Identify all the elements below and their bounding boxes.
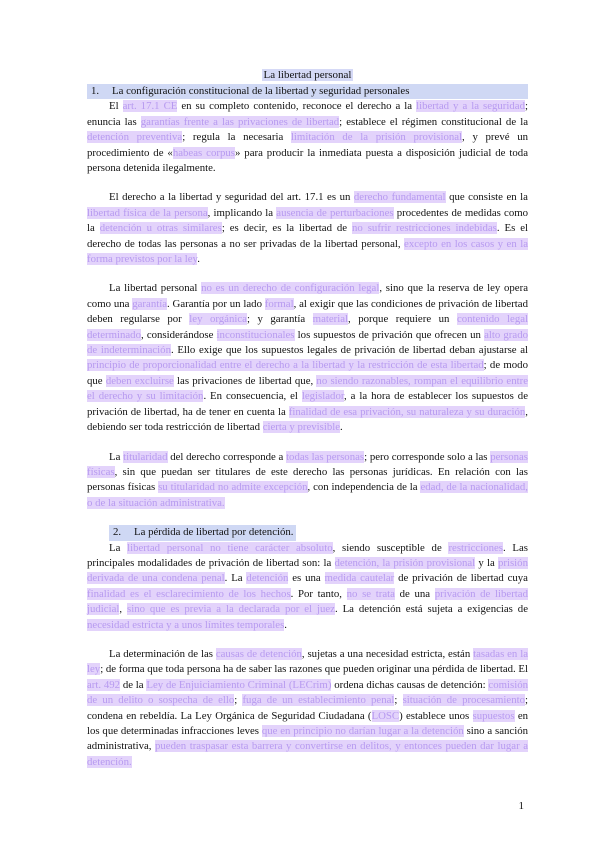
- highlighted-text: formal: [264, 297, 294, 310]
- highlighted-text: habeas corpus: [172, 146, 235, 159]
- highlighted-text: medida cautelar: [324, 572, 395, 585]
- highlighted-text: cierta y previsible: [262, 421, 341, 434]
- highlighted-text: inconstitucionales: [216, 328, 295, 341]
- section-2-heading: [109, 525, 296, 540]
- highlighted-text: su titularidad no admite excepción: [158, 481, 308, 494]
- section-1-number: 1.: [91, 85, 100, 97]
- highlighted-text: detención u otras similares: [99, 222, 222, 235]
- document-title: [87, 67, 528, 84]
- highlighted-text: art. 17.1 CE: [122, 100, 178, 113]
- highlighted-text: LOSC: [371, 709, 400, 722]
- section-1-heading: [87, 84, 528, 99]
- highlighted-text: material: [312, 313, 349, 326]
- highlighted-text: contenido legal determinado: [87, 313, 529, 341]
- highlighted-text: no es un derecho de configuración legal: [201, 282, 380, 295]
- paragraph: La determinación de las causas de detención, sujetas a una necesidad estricta, están tasadas en la ley; de forma que toda persona ha de saber las razones que pueden originar una pérdida de libertad. El art. 492 de la Ley de Enjuiciamiento Criminal (LECrim) ordena dichas causas de detención: comisión de un delito o sospecha de ello; fuga de un establecimiento penal; situación de procesamiento; condena en rebeldía. La Ley Orgánica de Seguridad Ciudadana (LOSC) establece unos supuestos en los que determinadas infracciones leves que en principio no darían lugar a la detención sino a sanción administrativa, pueden traspasar esta barrera y convertirse en delitos, y entonces pueden dar lugar a detención.: [87, 647, 529, 768]
- highlighted-text: causas de detención: [215, 647, 302, 660]
- highlighted-text: no se trata: [346, 587, 395, 600]
- highlighted-text: supuestos: [472, 709, 515, 722]
- highlighted-text: deben excluirse: [105, 374, 174, 387]
- highlighted-text: libertad personal no tiene carácter absoluto: [127, 541, 333, 554]
- highlighted-text: edad, de la nacionalidad, o de la situación administrativa.: [87, 481, 528, 509]
- highlighted-text: comisión de un delito o sospecha de ello: [87, 678, 528, 707]
- highlighted-text: necesidad estricta y a unos límites temporales: [87, 618, 285, 631]
- highlighted-text: libertad y a la seguridad: [416, 100, 525, 113]
- highlighted-text: pueden traspasar esta barrera y convertirse en delitos, y entonces pueden dar lugar a detención.: [87, 740, 528, 768]
- highlighted-text: fuga de un establecimiento penal: [242, 694, 395, 707]
- highlighted-text: finalidad es el esclarecimiento de los hechos: [87, 587, 291, 600]
- highlighted-text: ley orgánica: [189, 313, 247, 326]
- highlighted-text: alto grado de indeterminación: [87, 328, 528, 357]
- highlighted-text: restricciones: [448, 541, 503, 554]
- highlighted-text: principio de proporcionalidad entre el derecho a la libertad y la restricción de esta libertad: [87, 359, 484, 372]
- highlighted-text: Ley de Enjuiciamiento Criminal (LECrim): [146, 678, 332, 691]
- section-2-title: La pérdida de libertad por detención.: [134, 526, 294, 539]
- section-2-number: 2.: [113, 526, 122, 539]
- paragraph: La titularidad del derecho corresponde a todas las personas; pero corresponde solo a las personas físicas, sin que puedan ser titulares de este derecho las personas jurídicas. En relación con las personas físicas su titularidad no admite excepción, con independencia de la edad, de la nacionalidad, o de la situación administrativa.: [87, 450, 528, 509]
- highlighted-text: ausencia de perturbaciones: [276, 206, 394, 219]
- highlighted-text: situación de procesamiento: [402, 694, 526, 707]
- highlighted-text: derecho fundamental: [353, 191, 446, 204]
- document-body: [87, 67, 528, 770]
- page-number: 1: [518, 800, 524, 812]
- section-1-title: La configuración constitucional de la libertad y seguridad personales: [112, 85, 410, 97]
- highlighted-text: garantías frente a las privaciones de libertad: [140, 115, 340, 128]
- section-2-heading-wrap: [87, 525, 528, 540]
- highlighted-text: todas las personas: [286, 450, 365, 463]
- highlighted-text: libertad física de la persona: [87, 206, 208, 219]
- highlighted-text: legislador: [301, 390, 345, 403]
- highlighted-text: limitación de la prisión provisional: [290, 131, 463, 144]
- highlighted-text: tasadas en la ley: [87, 647, 528, 676]
- highlighted-text: excepto en los casos y en la forma previstos por la ley: [87, 237, 529, 266]
- highlighted-text: que en principio no darían lugar a la detención: [261, 725, 464, 738]
- highlighted-text: no sufrir restricciones indebidas: [352, 222, 497, 235]
- highlighted-text: finalidad de esa privación, su naturaleza y su duración: [288, 405, 526, 418]
- highlighted-text: no siendo razonables, rompan el equilibrio entre el derecho y su limitación: [87, 374, 528, 403]
- paragraph: El art. 17.1 CE en su completo contenido, reconoce el derecho a la libertad y a la seguridad; enuncia las garantías frente a las privaciones de libertad; establece el régimen constitucional de la detención preventiva; regula la necesaria limitación de la prisión provisional, y prevé un procedimiento de «habeas corpus» para producir la inmediata puesta a disposición judicial de toda persona detenida ilegalmente.: [87, 100, 528, 175]
- highlighted-text: titularidad: [123, 450, 168, 463]
- paragraph: El derecho a la libertad y seguridad del art. 17.1 es un derecho fundamental que consiste en la libertad física de la persona, implicando la ausencia de perturbaciones procedentes de medidas como la detención u otras similares; es decir, es la libertad de no sufrir restricciones indebidas. Es el derecho de todas las personas a no ser privadas de la libertad personal, excepto en los casos y en la forma previstos por la ley.: [87, 191, 529, 266]
- paragraph: La libertad personal no tiene carácter absoluto, siendo susceptible de restricciones. Las principales modalidades de privación de libertad son: la detención, la prisión provisional y la prisión derivada de una condena penal. La detención es una medida cautelar de privación de libertad cuya finalidad es el esclarecimiento de los hechos. Por tanto, no se trata de una privación de libertad judicial, sino que es previa a la declarada por el juez. La detención está sujeta a exigencias de necesidad estricta y a unos límites temporales.: [87, 541, 528, 631]
- highlighted-text: detención: [246, 572, 289, 585]
- paragraph: La libertad personal no es un derecho de configuración legal, sino que la reserva de ley opera como una garantía. Garantía por un lado formal, al exigir que las condiciones de privación de libertad deben regularse por ley orgánica; y garantía material, porque requiere un contenido legal determinado, considerándose inconstitucionales los supuestos de privación que ofrecen un alto grado de indeterminación. Ello exige que los supuestos legales de privación de libertad deban ajustarse al principio de proporcionalidad entre el derecho a la libertad y la restricción de esta libertad; de modo que deben excluirse las privaciones de libertad que, no siendo razonables, rompan el equilibrio entre el derecho y su limitación. En consecuencia, el legislador, a la hora de establecer los supuestos de privación de libertad, ha de tener en cuenta la finalidad de esa privación, su naturaleza y su duración, debiendo ser toda restricción de libertad cierta y previsible.: [87, 282, 529, 434]
- highlighted-text: privación de libertad judicial: [87, 587, 528, 616]
- title-text: La libertad personal: [263, 69, 352, 81]
- highlighted-text: prisión derivada de una condena penal: [87, 556, 528, 585]
- highlighted-text: garantía: [132, 297, 168, 310]
- highlighted-text: personas físicas: [87, 450, 528, 478]
- highlighted-text: detención, la prisión provisional: [334, 556, 476, 569]
- highlighted-text: detención preventiva: [87, 131, 183, 144]
- highlighted-text: art. 492: [87, 678, 121, 691]
- highlighted-text: sino que es previa a la declarada por el juez: [127, 603, 335, 616]
